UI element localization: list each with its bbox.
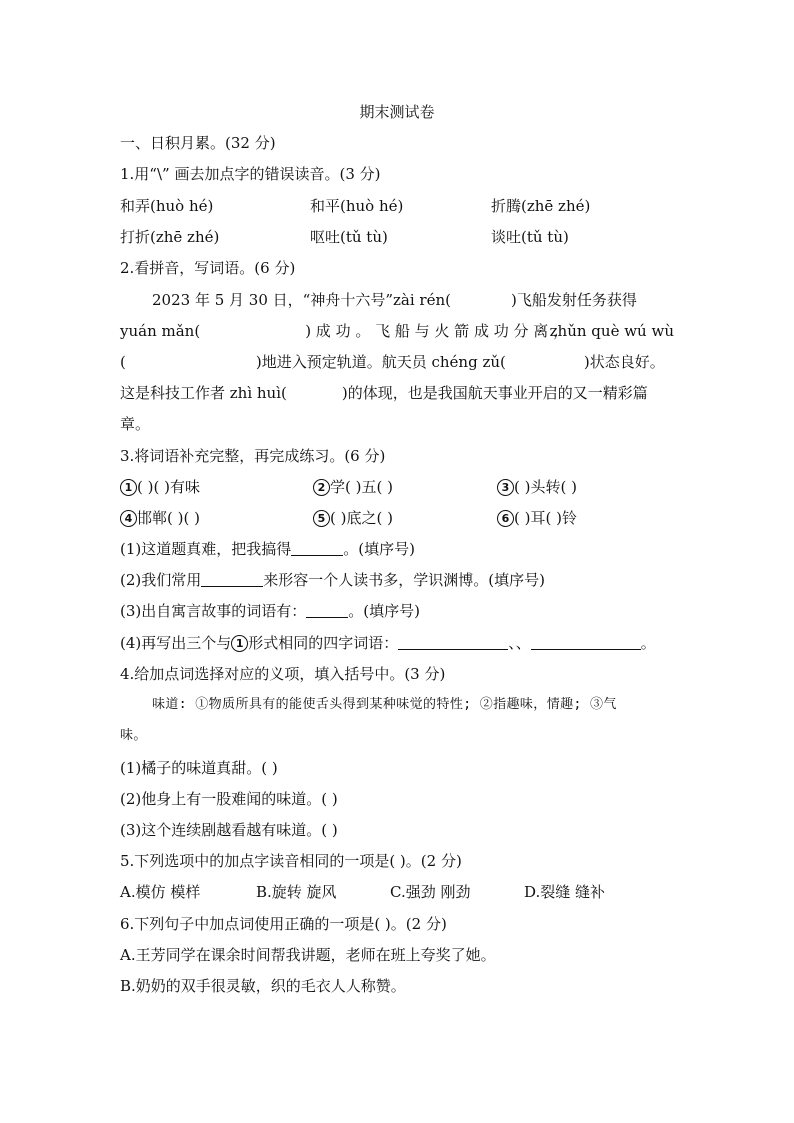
answer-blank[interactable] (398, 635, 508, 650)
question-2-stem: 2.看拼音，写词语。(6 分) (120, 259, 296, 277)
question-3-stem: 3.将词语补充完整，再完成练习。(6 分) (120, 447, 386, 465)
q1-item: 打折(zhē zhé) (120, 228, 220, 246)
q1-item: 谈吐(tǔ tù) (491, 228, 569, 246)
idiom-group: 3 ( )头转( ) (497, 477, 577, 497)
q1-item: 折腾(zhē zhé) (491, 197, 591, 215)
q3-subquestion: (1)这道题真难，把我搞得 。(填序号) (120, 540, 415, 558)
answer-blank[interactable] (291, 541, 343, 556)
answer-blank[interactable] (201, 572, 263, 587)
answer-blank[interactable] (306, 603, 348, 618)
q4-definition: 味道: ①物质所具有的能使舌头得到某种味觉的特性; ②指趣味，情趣; ③气 (152, 697, 617, 712)
circled-number: 5 (313, 510, 330, 527)
q3-subquestion: (3)出自寓言故事的词语有： 。(填序号) (120, 602, 420, 620)
idiom-group: 2 学( )五( ) (313, 477, 393, 497)
q6-option: B.奶奶的双手很灵敏，织的毛衣人人称赞。 (120, 977, 406, 995)
idiom-group: 5 ( )底之( ) (313, 508, 393, 528)
q1-item: 和平(huò hé) (310, 197, 404, 215)
answer-blank[interactable] (531, 635, 641, 650)
q5-option: B.旋转 旋风 (256, 883, 337, 901)
q2-passage-line: 章。 (120, 415, 151, 433)
circled-number: 1 (120, 479, 137, 496)
q5-option: A.模仿 模样 (120, 883, 201, 901)
q5-option: C.强劲 刚劲 (390, 883, 471, 901)
q3-subquestion: (2)我们常用 来形容一个人读书多，学识渊博。(填序号) (120, 571, 545, 589)
q4-sentence: (1)橘子的味道真甜。( ) (120, 759, 278, 777)
q6-option: A.王芳同学在课余时间帮我讲题，老师在班上夸奖了她。 (120, 946, 496, 964)
circled-number: 3 (497, 479, 514, 496)
q5-option: D.裂缝 缝补 (524, 883, 606, 901)
q2-passage-line: 2023 年 5 月 30 日，“神舟十六号”zài rén( )飞船发射任务获得 (152, 291, 637, 309)
question-6-stem: 6.下列句子中加点词使用正确的一项是( )。(2 分) (120, 915, 447, 933)
section-heading: 一、日积月累。(32 分) (120, 134, 276, 152)
question-5-stem: 5.下列选项中的加点字读音相同的一项是( )。(2 分) (120, 852, 462, 870)
q2-passage-line: ( )地进入预定轨道。航天员 chéng zǔ( )状态良好。 (120, 353, 665, 371)
page-title: 期末测试卷 (359, 103, 435, 121)
q1-item: 呕吐(tǔ tù) (310, 228, 388, 246)
q4-definition: 味。 (120, 728, 147, 743)
q2-passage-line: 这是科技工作者 zhì huì( )的体现，也是我国航天事业开启的又一精彩篇 (120, 384, 648, 402)
q2-passage-line: yuán mǎn( ) 成 功 。 飞 船 与 火 箭 成 功 分 离 ， zhǔn què wú wù (120, 322, 674, 340)
q1-item: 和弄(huò hé) (120, 197, 214, 215)
circled-number: 2 (313, 479, 330, 496)
question-1-stem: 1.用“\” 画去加点字的错误读音。(3 分) (120, 165, 381, 183)
circled-number: 1 (231, 635, 248, 652)
q4-sentence: (2)他身上有一股难闻的味道。( ) (120, 790, 338, 808)
circled-number: 4 (120, 510, 137, 527)
q3-subquestion: (4)再写出三个与 1 形式相同的四字词语： 、、 。 (120, 634, 656, 652)
idiom-group: 4 邯郸( )( ) (120, 508, 200, 528)
question-4-stem: 4.给加点词选择对应的义项，填入括号中。(3 分) (120, 665, 446, 683)
circled-number: 6 (497, 510, 514, 527)
idiom-group: 6 ( )耳( )铃 (497, 508, 577, 528)
idiom-group: 1 ( )( )有味 (120, 477, 200, 497)
q4-sentence: (3)这个连续剧越看越有味道。( ) (120, 821, 338, 839)
